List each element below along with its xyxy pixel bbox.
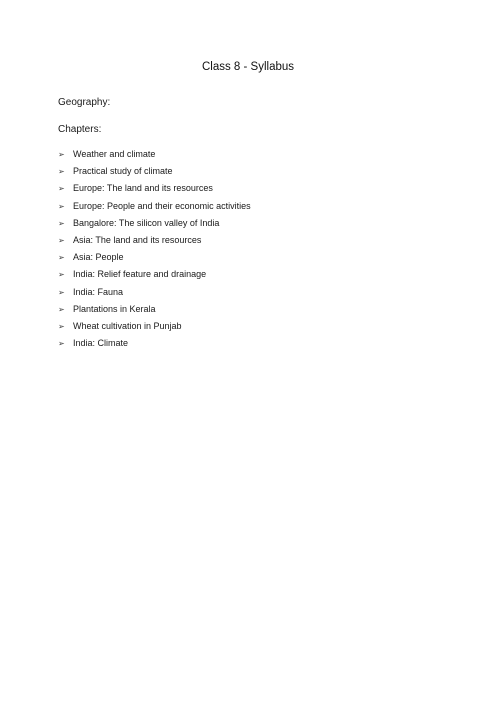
chapter-title: India: Relief feature and drainage xyxy=(73,269,207,280)
chapter-title: Weather and climate xyxy=(73,149,156,159)
arrow-bullet-icon: ➢ xyxy=(58,235,65,245)
arrow-bullet-icon: ➢ xyxy=(58,201,65,211)
arrow-bullet-icon: ➢ xyxy=(58,270,65,280)
arrow-bullet-icon: ➢ xyxy=(58,304,65,314)
chapter-title: India: Climate xyxy=(73,338,129,349)
arrow-bullet-icon: ➢ xyxy=(58,167,65,177)
chapter-title: Practical study of climate xyxy=(73,166,173,177)
arrow-bullet-icon: ➢ xyxy=(58,287,65,297)
subject-heading: Geography: xyxy=(58,97,111,108)
arrow-bullet-icon: ➢ xyxy=(58,150,65,159)
arrow-bullet-icon: ➢ xyxy=(58,321,65,331)
chapter-title: Europe: The land and its resources xyxy=(73,183,213,194)
arrow-bullet-icon: ➢ xyxy=(58,253,65,263)
arrow-bullet-icon: ➢ xyxy=(58,339,65,349)
arrow-bullet-icon: ➢ xyxy=(58,184,65,194)
chapter-title: Bangalore: The silicon valley of India xyxy=(73,217,220,228)
chapter-title: Wheat cultivation in Punjab xyxy=(73,320,182,331)
chapter-title: India: Fauna xyxy=(73,286,124,297)
chapter-title: Europe: People and their economic activities xyxy=(73,200,251,211)
chapter-title: Asia: The land and its resources xyxy=(73,234,202,245)
chapters-heading: Chapters: xyxy=(58,124,102,135)
chapter-title: Asia: People xyxy=(73,252,124,263)
page-title: Class 8 - Syllabus xyxy=(201,61,295,73)
chapter-title: Plantations in Kerala xyxy=(73,303,156,314)
arrow-bullet-icon: ➢ xyxy=(58,218,65,228)
